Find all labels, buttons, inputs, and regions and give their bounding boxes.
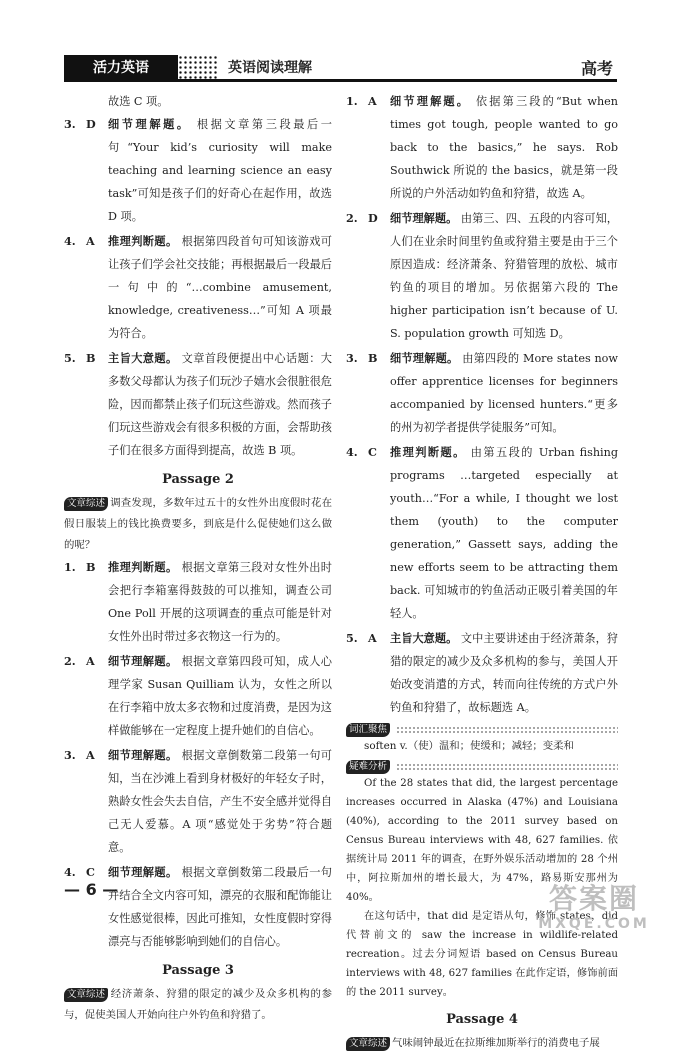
answer-letter: B (86, 560, 96, 574)
question-number: 4. (64, 234, 76, 248)
watermark-url: MXQE.COM (538, 916, 650, 932)
passage1-answers (64, 113, 332, 462)
passage4-title: Passage 4 (446, 1012, 518, 1027)
passage3-summary (64, 984, 332, 1026)
answer-letter: A (86, 654, 95, 668)
answer-explanation (390, 347, 618, 439)
answer-letter: A (86, 234, 95, 248)
question-number: 3. (346, 351, 358, 365)
site-watermark (519, 882, 669, 942)
answer-explanation (108, 861, 332, 953)
dotted-divider (396, 726, 618, 734)
answer-explanation (108, 230, 332, 345)
answer-explanation (390, 441, 618, 625)
explanation-text: 依据第三段的“But when times got tough, people wanted to go back to the basics,” he says. Rob Southwick 所说的 the basics，就是第一段所说的户外活动如钓鱼和狩猎，故选 A。 (390, 95, 618, 200)
question-number: 2. (346, 211, 358, 225)
question-number: 4. (64, 865, 76, 879)
answer-letter: A (86, 748, 95, 762)
answer-letter: A (368, 94, 377, 108)
subject-title: 英语阅读理解 (228, 60, 312, 76)
summary-tag: 文章综述 (64, 497, 108, 511)
question-type: 细节理解题。 (108, 654, 178, 668)
question-type: 细节理解题。 (390, 94, 471, 108)
explanation-text: 由第四段的 More states now offer apprentice licenses for beginners accompanied by licensed hunters.“更多的州为初学者提供学徒服务”可知。 (390, 352, 618, 434)
answer-explanation (108, 347, 332, 462)
summary-tag: 文章综述 (64, 988, 108, 1002)
series-title: 活力英语 (64, 55, 178, 79)
answer-item (64, 744, 332, 859)
answer-explanation (390, 627, 618, 719)
answer-explanation (390, 90, 618, 205)
passage3-title: Passage 3 (162, 963, 234, 978)
answer-item (64, 861, 332, 953)
question-number: 3. (64, 117, 76, 131)
answer-explanation (108, 650, 332, 742)
passage2-summary (64, 493, 332, 556)
question-type: 细节理解题。 (390, 351, 459, 365)
question-number: 4. (346, 445, 358, 459)
answer-explanation (390, 207, 618, 345)
question-number: 1. (64, 560, 76, 574)
answer-item (346, 627, 618, 719)
question-type: 推理判断题。 (108, 234, 178, 248)
summary-text: 经济萧条、狩猎的限定的减少及众多机构的参与，促使美国人开始向往户外钓鱼和狩猎了。 (64, 988, 332, 1021)
page-header (64, 55, 617, 82)
question-number: 2. (64, 654, 76, 668)
vocab-entry: soften v.（使）温和；使缓和；减轻；变柔和 (364, 740, 574, 752)
answer-item (346, 347, 618, 439)
explanation-text: 根据第四段首句可知该游戏可让孩子们学会社交技能；再根据最后一段最后一句中的“…combine amusement, knowledge, creativeness…”可知 A 项最为符合。 (108, 235, 332, 340)
answer-letter: A (368, 631, 377, 645)
answer-explanation (108, 556, 332, 648)
explanation-text: 根据文章倒数第二段最后一句并结合全文内容可知，漂亮的衣服和配饰能让女性感觉很棒，因此可推知，女性度假时穿得漂亮与否能够影响到她们的自信心。 (108, 866, 332, 948)
answer-explanation (108, 744, 332, 859)
question-number: 5. (64, 351, 76, 365)
summary-text: 调查发现，多数年过五十的女性外出度假时花在假日服装上的钱比换费要多，到底是什么促使她们这么做的呢？ (64, 497, 332, 551)
answer-letter: B (86, 351, 96, 365)
question-type: 细节理解题。 (390, 211, 458, 225)
question-type: 推理判断题。 (108, 560, 178, 574)
explanation-text: 根据文章第三段对女性外出时会把行李箱塞得鼓鼓的可以推知，调查公司 One Poll 开展的这项调查的重点可能是针对女性外出时带过多衣物这一行为的。 (108, 561, 332, 643)
analysis-section-label (346, 760, 618, 774)
answer-letter: D (86, 117, 96, 131)
analysis-paragraph-2: 在这句话中，that did 是定语从句，修饰 states，did 代替前文的 saw the increase in wildlife-related recreation。过去分词短语 based on Census Bureau interviews with 48, 627 families 在此作定语，修饰前面的 the 2011 survey。 (346, 911, 618, 998)
page-number: — 6 — (64, 880, 119, 899)
answer-item (346, 441, 618, 625)
summary-text: 气味闹钟最近在拉斯维加斯举行的消费电子展 (392, 1037, 600, 1049)
question-type: 推理判断题。 (390, 445, 466, 459)
answer-explanation (108, 113, 332, 228)
level-label: 高考 (580, 58, 613, 78)
explanation-text: 由第五段的 Urban fishing programs …targeted especially at youth…“For a while, I thought we lost them (youth) to the computer generation,” Gassett says, adding the new efforts seem to be attracting them back. 可知城市的钓鱼活动正吸引着美国的年轻人。 (390, 446, 618, 620)
explanation-text: 根据文章倒数第二段第一句可知，当在沙滩上看到身材极好的年轻女子时，熟龄女性会失去自信，产生不安全感并觉得自己无人爱慕。A 项“感觉处于劣势”符合题意。 (108, 749, 332, 854)
answer-item (346, 207, 618, 345)
passage1-tail: 故选 C 项。 (108, 95, 169, 108)
analysis-paragraph-1: Of the 28 states that did, the largest percentage increases occurred in Alaska (47%) and Louisiana (40%), according to the 2011 survey based on Census Bureau interviews with 48, 627 families. 依据统计局 2011 年的调查，在野外娱乐活动增加的 28 个州中，阿拉斯加州的增长最大，为 47%，路易斯安那州为 40%。 (346, 778, 618, 903)
answer-item (64, 230, 332, 345)
question-type: 细节理解题。 (108, 865, 178, 879)
answer-item (64, 347, 332, 462)
question-number: 5. (346, 631, 358, 645)
answer-item (64, 650, 332, 742)
explanation-text: 根据文章第四段可知，成人心理学家 Susan Quilliam 认为，女性之所以在行李箱中放太多衣物和过度消费，是因为这样做能够在一定程度上提升她们的自信心。 (108, 655, 332, 737)
question-number: 1. (346, 94, 358, 108)
question-type: 细节理解题。 (108, 748, 178, 762)
question-type: 主旨大意题。 (108, 351, 178, 365)
passage3-answers (346, 90, 618, 719)
question-type: 细节理解题。 (108, 117, 191, 131)
summary-tag: 文章综述 (346, 1037, 390, 1051)
vocab-section-label (346, 723, 618, 737)
answer-letter: B (368, 351, 378, 365)
watermark-logo-text: 答案圈 (548, 882, 639, 915)
question-type: 主旨大意题。 (390, 631, 458, 645)
answer-item (346, 90, 618, 205)
explanation-text: 由第三、四、五段的内容可知，人们在业余时间里钓鱼或狩猎主要是由于三个原因造成：经济萧条、狩猎管理的放松、城市钓鱼的项目的增加。另依据第六段的 The higher participation isn’t because of U. S. population growth 可知选 D。 (390, 212, 618, 340)
answer-letter: D (368, 211, 378, 225)
explanation-text: 根据文章第三段最后一句“Your kid’s curiosity will make teaching and learning science an easy task”可知是孩子们的好奇心在起作用，故选 D 项。 (108, 118, 332, 223)
header-dot-pattern (178, 55, 218, 79)
passage2-title: Passage 2 (162, 472, 234, 487)
answer-letter: C (368, 445, 377, 459)
answer-item (64, 556, 332, 648)
explanation-text: 文中主要讲述由于经济萧条，狩猎的限定的减少及众多机构的参与，美国人开始改变消遣的方式，转而向往传统的方式户外钓鱼和狩猎了，故标题选 A。 (390, 632, 618, 714)
explanation-text: 文章首段便提出中心话题：大多数父母都认为孩子们玩沙子嬉水会很脏很危险，因而都禁止孩子们玩这些游戏。然而孩子们玩这些游戏会有很多积极的方面，会帮助孩子们在很多方面得到提高，故选 B 项。 (108, 352, 332, 457)
answer-letter: C (86, 865, 95, 879)
dotted-divider (396, 763, 618, 771)
passage4-summary (346, 1033, 618, 1054)
answer-item (64, 113, 332, 228)
question-number: 3. (64, 748, 76, 762)
vocab-tag: 词汇聚焦 (346, 723, 390, 737)
analysis-tag: 疑难分析 (346, 760, 390, 774)
